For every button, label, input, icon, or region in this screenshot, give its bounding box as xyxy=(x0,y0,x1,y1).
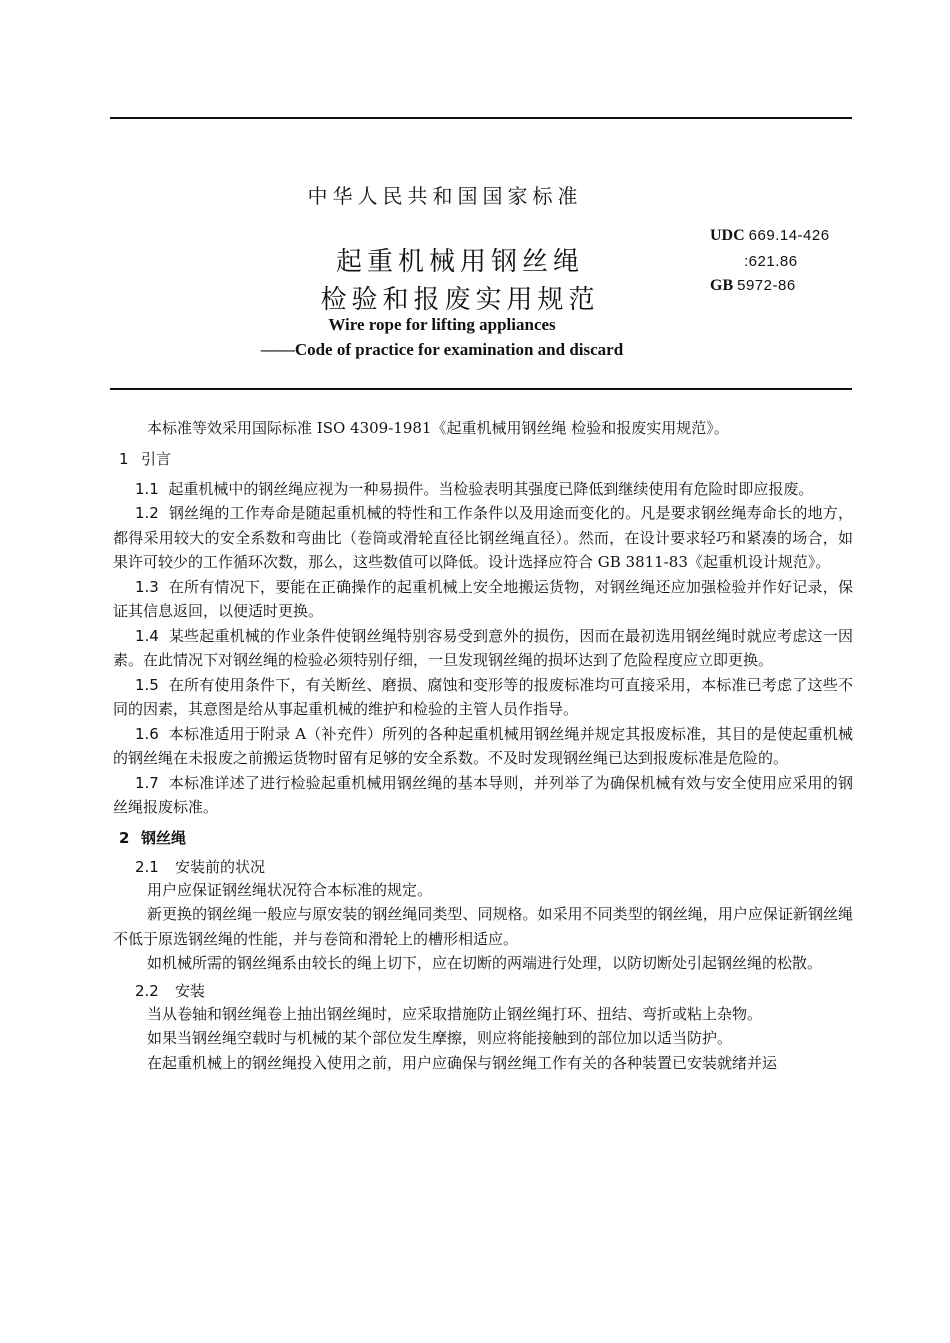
clause-1-2: 1.2 钢丝绳的工作寿命是随起重机械的特性和工作条件以及用途而变化的。凡是要求钢丝绳寿命长的地方，都得采用较大的安全系数和弯曲比（卷筒或滑轮直径比钢丝绳直径）。然而，在设计要求轻巧和紧凑的场合，如果许可较少的工作循环次数，那么，这些数值可以降低。设计选择应符合 GB 3811-83《起重机设计规范》。 xyxy=(113,504,853,571)
clause-1-7: 1.7 本标准详述了进行检验起重机械用钢丝绳的基本导则，并列举了为确保机械有效与安全使用应采用的钢丝绳报废标准。 xyxy=(113,773,853,816)
paragraph-2-2-b: 如果当钢丝绳空载时与机械的某个部位发生摩擦，则应将能接触到的部位加以适当防护。 xyxy=(147,1029,733,1047)
gb-label: GB xyxy=(710,277,734,294)
paragraph-2-1-b: 新更换的钢丝绳一般应与原安装的钢丝绳同类型、同规格。如采用不同类型的钢丝绳，用户应保证新钢丝绳不低于原选钢丝绳的性能，并与卷筒和滑轮上的槽形相适应。 xyxy=(113,905,853,948)
udc-label: UDC xyxy=(710,227,745,244)
cn-title-line1: 起重机械用钢丝绳 xyxy=(335,247,584,277)
paragraph-2-2-c: 在起重机械上的钢丝绳投入使用之前，用户应确保与钢丝绳工作有关的各种装置已安装就绪并运 xyxy=(147,1053,778,1072)
intro-paragraph: 本标准等效采用国际标准 ISO 4309-1981《起重机械用钢丝绳 检验和报废实用规范》。 xyxy=(147,419,729,437)
gb-value: 5972-86 xyxy=(737,277,796,294)
section2-title: 钢丝绳 xyxy=(141,828,187,847)
paragraph-2-2-a: 当从卷轴和钢丝绳卷上抽出钢丝绳时，应采取措施防止钢丝绳打环、扭结、弯折或粘上杂物。 xyxy=(147,1004,763,1023)
gb-code xyxy=(710,272,796,299)
top-rule xyxy=(110,117,852,119)
udc-value-line2: :621.86 xyxy=(744,253,798,270)
section1-number: 1 xyxy=(119,449,129,468)
cn-title-line2: 检验和报废实用规范 xyxy=(320,285,600,315)
paragraph-2-1-a: 用户应保证钢丝绳状况符合本标准的规定。 xyxy=(147,880,433,899)
clause-1-1: 1.1 起重机械中的钢丝绳应视为一种易损件。当检验表明其强度已降低到继续使用有危险时即应报废。 xyxy=(135,479,814,498)
clause-1-6: 1.6 本标准适用于附录 A（补充件）所列的各种起重机械用钢丝绳并规定其报废标准，其目的是使起重机械的钢丝绳在未报废之前搬运货物时留有足够的安全系数。不及时发现钢丝绳已达到报废标准是危险的。 xyxy=(113,724,853,767)
udc-value-line1: 669.14-426 xyxy=(748,227,830,244)
en-title-line2: ——Code of practice for examination and discard xyxy=(260,340,624,359)
paragraph-2-1-c: 如机械所需的钢丝绳系由较长的绳上切下，应在切断的两端进行处理，以防切断处引起钢丝绳的松散。 xyxy=(147,954,823,972)
udc-code-cont xyxy=(744,248,798,275)
section2-number: 2 xyxy=(119,828,130,847)
clause-1-5: 1.5 在所有使用条件下，有关断丝、磨损、腐蚀和变形等的报废标准均可直接采用，本标准已考虑了这些不同的因素，其意图是给从事起重机械的维护和检验的主管人员作指导。 xyxy=(113,675,853,718)
section2-heading xyxy=(119,826,853,850)
document-body xyxy=(113,416,853,1075)
section1-title: 引言 xyxy=(141,449,172,468)
udc-code xyxy=(710,222,830,249)
header-divider xyxy=(110,388,852,390)
clause-1-3: 1.3 在所有情况下，要能在正确操作的起重机械上安全地搬运货物，对钢丝绳还应加强检验并作好记录，保证其信息返回，以便适时更换。 xyxy=(113,577,853,620)
subsection-2-1-heading: 2.1 安装前的状况 xyxy=(135,857,266,876)
en-title-line1: Wire rope for lifting appliances xyxy=(328,315,556,334)
standard-organization: 中华人民共和国国家标准 xyxy=(307,184,583,208)
section1-heading xyxy=(119,447,853,471)
clause-1-4: 1.4 某些起重机械的作业条件使钢丝绳特别容易受到意外的损伤，因而在最初选用钢丝绳时就应考虑这一因素。在此情况下对钢丝绳的检验必须特别仔细，一旦发现钢丝绳的损坏达到了危险程度应立即更换。 xyxy=(113,626,853,669)
subsection-2-2-heading: 2.2 安装 xyxy=(135,981,206,1000)
